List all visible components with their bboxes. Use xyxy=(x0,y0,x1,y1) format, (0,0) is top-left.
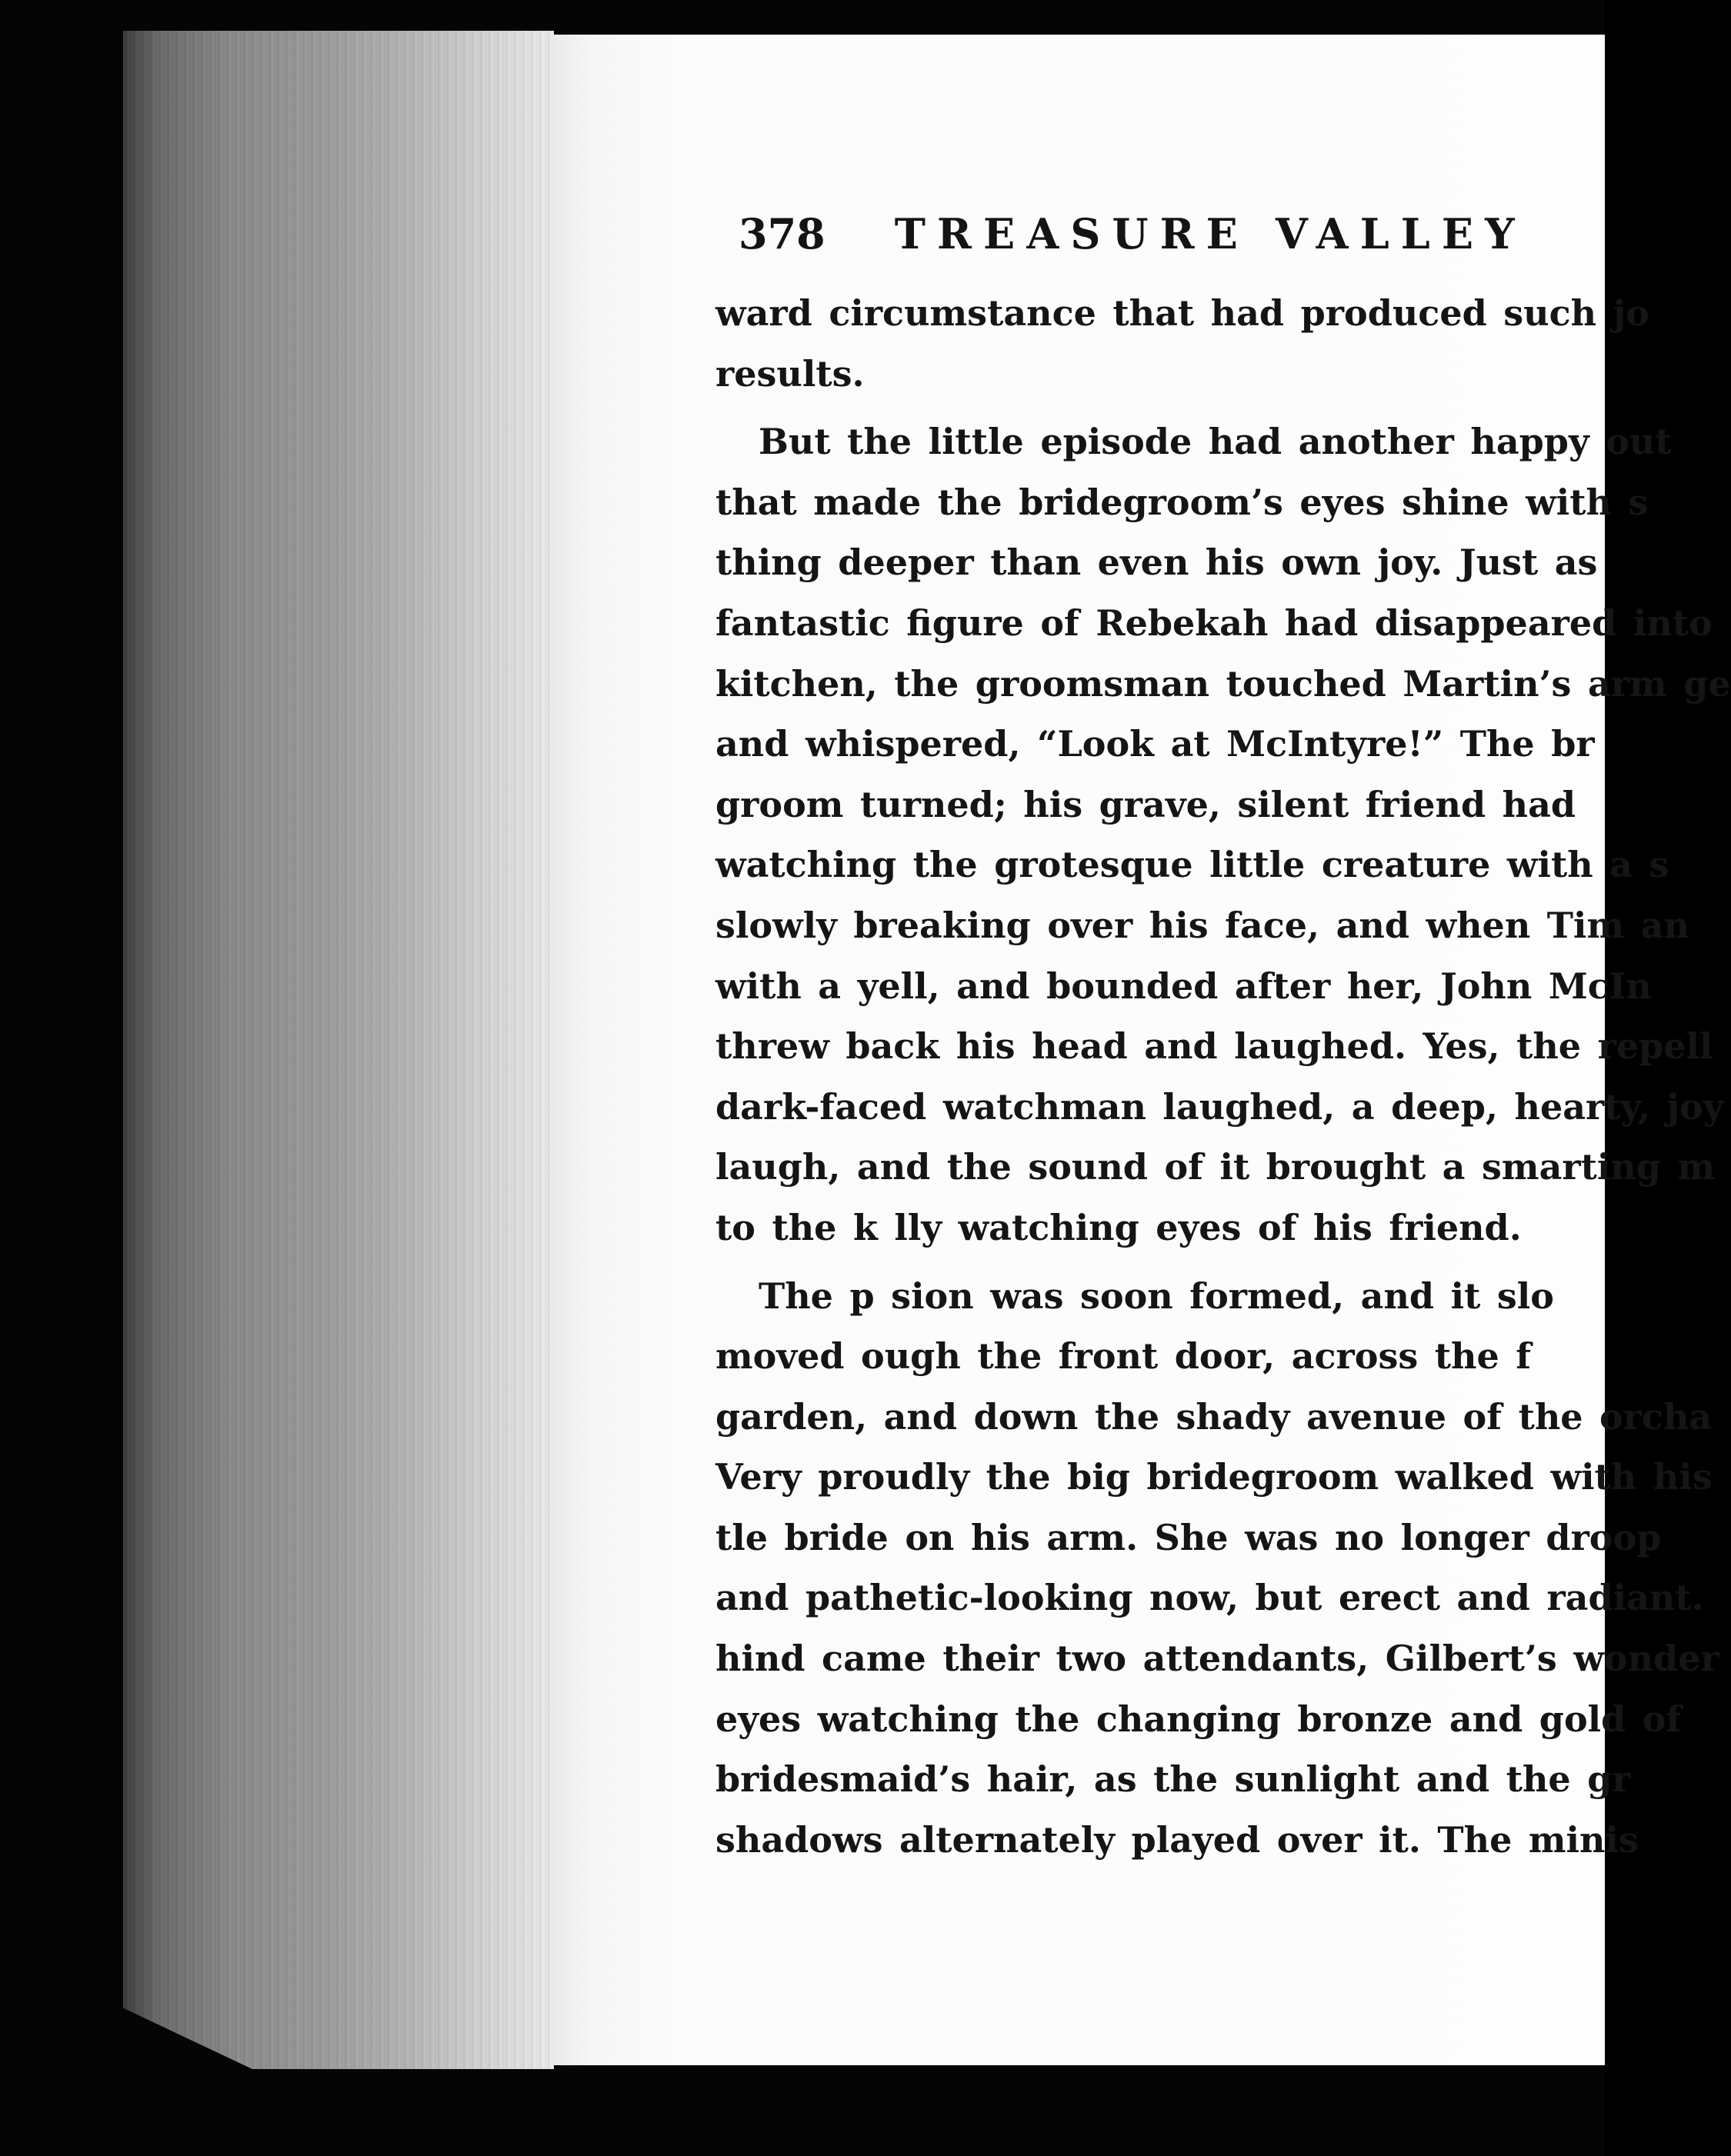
text-line: groom turned; his grave, silent friend had xyxy=(715,783,1576,825)
text-line: that made the bridegroom’s eyes shine with s xyxy=(715,481,1649,523)
text-line: Very proudly the big bridegroom walked with his xyxy=(715,1456,1713,1498)
text-line: slowly breaking over his face, and when Tim an xyxy=(715,904,1689,946)
text-line: threw back his head and laughed. Yes, the repell xyxy=(715,1025,1713,1068)
body-text xyxy=(715,283,1731,1870)
page-header xyxy=(739,209,1526,258)
text-line: to the k lly watching eyes of his friend. xyxy=(715,1206,1522,1248)
text-line: tle bride on his arm. She was no longer droop xyxy=(715,1516,1662,1558)
text-line: with a yell, and bounded after her, John McIn xyxy=(715,965,1652,1007)
text-line: fantastic figure of Rebekah had disappeared into xyxy=(715,601,1713,644)
text-line: and whispered, “Look at McIntyre!” The br xyxy=(715,723,1595,765)
text-line: and pathetic-looking now, but erect and radiant. xyxy=(715,1577,1704,1619)
text-line: watching the grotesque little creature with a s xyxy=(715,844,1669,886)
text-line: The p sion was soon formed, and it slo xyxy=(759,1275,1554,1317)
page-number: 378 xyxy=(739,209,825,258)
text-line: ward circumstance that had produced such jo xyxy=(715,292,1649,334)
text-line: laugh, and the sound of it brought a smarting m xyxy=(715,1146,1716,1188)
text-line: garden, and down the shady avenue of the orcha xyxy=(715,1395,1713,1438)
text-line: moved ough the front door, across the f xyxy=(715,1335,1532,1378)
text-line: kitchen, the groomsman touched Martin’s arm ge xyxy=(715,662,1731,705)
text-line: shadows alternately played over it. The minis xyxy=(715,1818,1639,1861)
text-line: But the little episode had another happy out xyxy=(759,421,1672,463)
text-line: results. xyxy=(715,352,865,395)
paragraph-gap xyxy=(715,1258,1605,1266)
text-line: dark-faced watchman laughed, a deep, hearty, joy xyxy=(715,1085,1724,1128)
text-line: hind came their two attendants, Gilbert’s wonder xyxy=(715,1638,1719,1680)
text-line: eyes watching the changing bronze and gold of xyxy=(715,1698,1682,1740)
text-line: thing deeper than even his own joy. Just as xyxy=(715,541,1598,584)
running-head: TREASURE VALLEY xyxy=(894,209,1526,258)
book-spine-gutter xyxy=(123,31,554,2069)
paragraph-gap xyxy=(715,404,1605,412)
text-line: bridesmaid’s hair, as the sunlight and the gr xyxy=(715,1758,1631,1801)
